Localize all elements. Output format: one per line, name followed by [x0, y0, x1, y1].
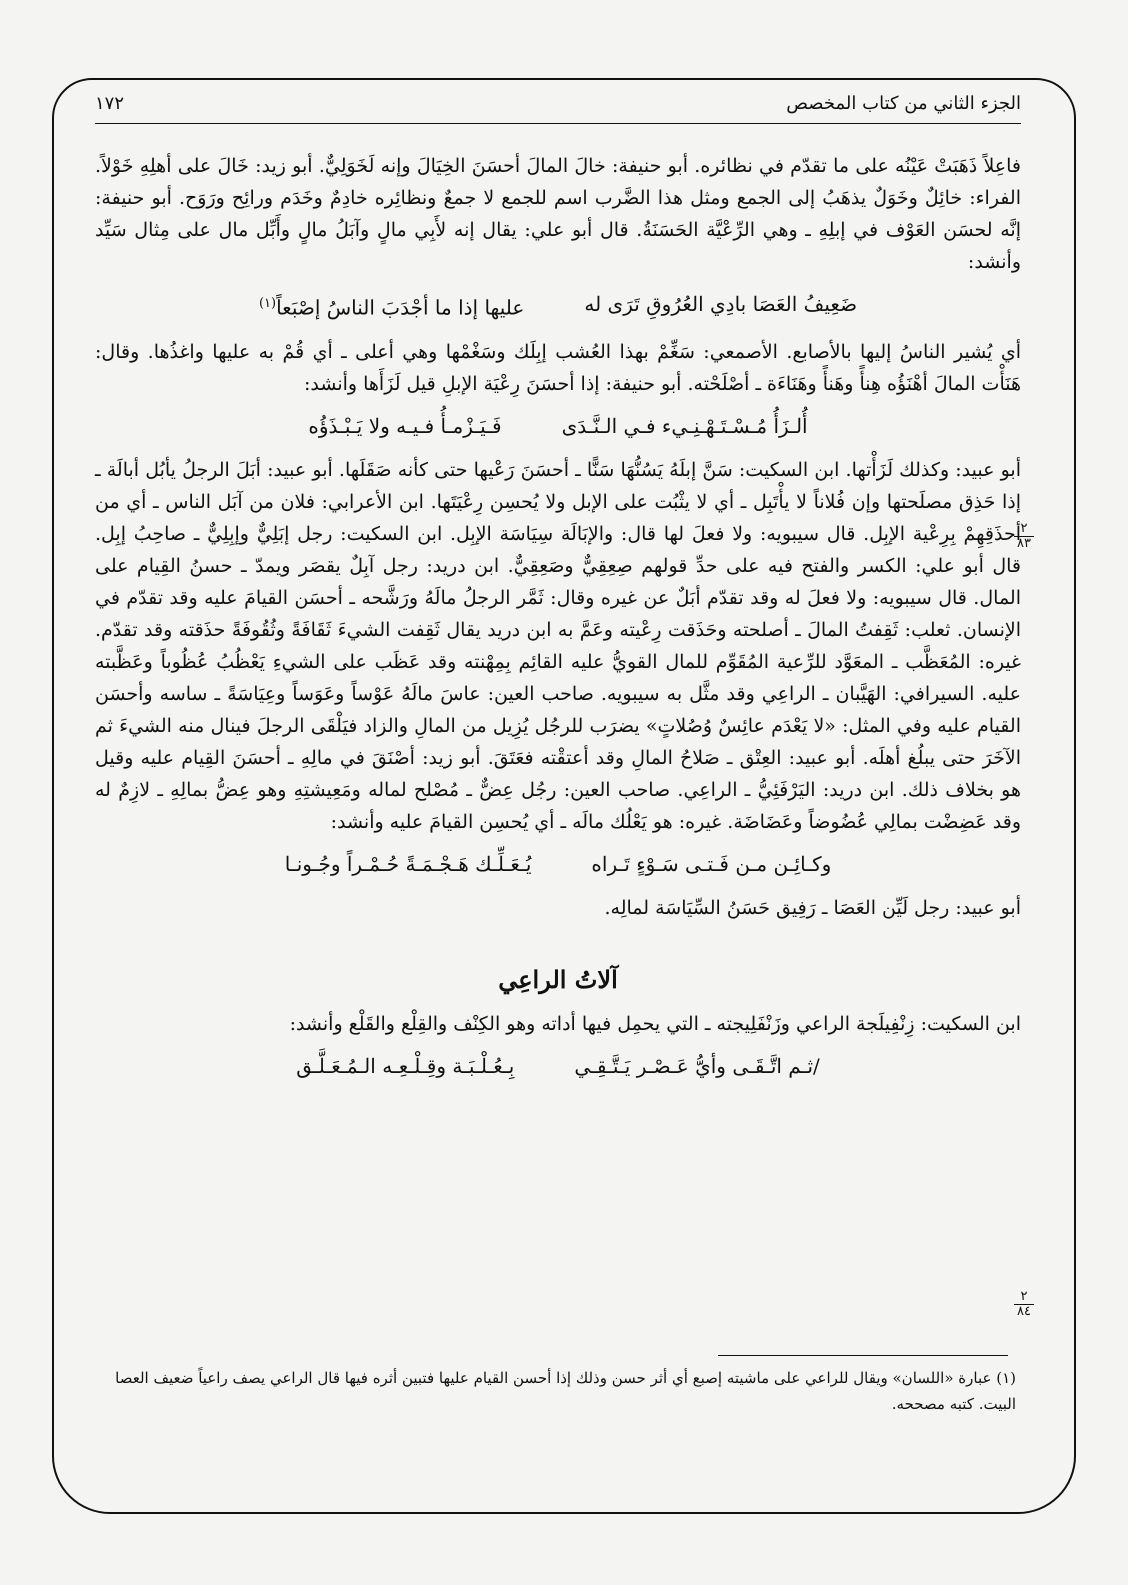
paragraph-5: ابن السكيت: زِنْفِيلَجة الراعي وزَنْفَلِيجته ـ التي يحمِل فيها أداته وهو الكِنْف والقِلْع والقَلْع وأنشد:	[289, 1012, 1021, 1035]
verse-3-second-hemistich: يُـعَـلِّـك هَـجْـمَـةً حُـمْـراً وجُـونـا	[284, 851, 532, 876]
header-title: الجزء الثاني من كتاب المخصص	[786, 92, 1021, 114]
margin-marker-83	[1014, 522, 1034, 551]
main-text	[95, 150, 1021, 1094]
verse-1	[95, 288, 1021, 324]
verse-2	[95, 410, 1021, 442]
verse-1-first-hemistich: ضَعِيفُ العَصَا بادِي العُرُوقِ تَرَى له	[584, 292, 858, 316]
footnote-separator	[718, 1355, 1008, 1356]
margin-marker-83-page: ٨٣	[1017, 536, 1031, 551]
verse-2-second-hemistich: فَـيَـزْمـأُ فـيـه ولا يَـبْـذَؤُه	[308, 413, 502, 438]
margin-marker-83-part: ٢	[1014, 522, 1034, 537]
margin-marker-84-part: ٢	[1014, 1290, 1034, 1305]
paragraph-2: أي يُشير الناسُ إليها بالأصابع. الأصمعي: سَغِّمْ بهذا العُشب إبِلَك وسَغْمْها وهي أعلى ـ أي قُمْ به عليها واغذُها. وقال: هَنَأْت المالَ أهْنَؤُه هِنأً وهَنأً وهَنَاءَة ـ أصْلَحْته. أبو حنيفة: إذا أحسَنَ رِعْيَة الإبلِ قيل لَزَأَها وأنشد:	[95, 340, 1021, 395]
verse-1-second-hemistich-group	[259, 288, 524, 324]
paragraph-4: أبو عبيد: رجل لَيِّن العَصَا ـ رَفِيق حَسَنُ السِّيَاسَة لمالِه.	[604, 896, 1021, 919]
margin-marker-84-page: ٨٤	[1017, 1304, 1031, 1319]
verse-4	[95, 1050, 1021, 1082]
verse-2-first-hemistich: أُلـزَأُ مُـسْـتَـهْـنِـيء فـي الـنَّـدَى	[561, 413, 808, 438]
page-number: ١٧٢	[95, 92, 125, 114]
paragraph-3: أبو عبيد: وكذلك لَزَأْتها. ابن السكيت: سَنَّ إبلَهُ يَسُنُّهَا سَنًّا ـ أحسَنَ رَعْيها حتى كأنه صَقَلَها. أبو عبيد: أبَلَ الرجلُ يأبُل أبالَة ـ إذا حَذِق مصلَحتها وإن فُلاناً لا يأْتَبِل ـ أي لا يثْبُت على الإبل ولا يُحسِن رِعْيَتَها. ابن الأعرابي: فلان من آبَل الناس ـ أي من أحذَقِهِمْ بِرِعْية الإبِل. قال سيبويه: ولا فعلَ لها قال: والإبَالَة سِيَاسَة الإبِل. ابن السكيت: رجل إبَلِيٌّ وإبِلِيٌّ ـ صاحِبُ إبِل. قال أبو علي: الكسر والفتح فيه على حدِّ قولهم صِعِقِيٌّ وصَعِقِيٌّ. ابن دريد: رجل آبِلٌ يقصَر ويمدّ ـ حسنُ القِيام على المال. قال سيبويه: ولا فعلَ له وقد تقدّم أبَلٌ عن غيره وقال: ثَمَّر الرجلُ مالَهُ ورَشَّحه ـ أحسَن القيامَ عليه وقد تقدّم في الإنسان. ثعلب: ثَقِفتُ المالَ ـ أصلحته وحَذَقت رِعْيته وعَمَّ به ابن دريد يقال ثَقِفت الشيءَ ثَقَافَةً وثُقُوفَةً حذَقته وقد تقدّم. غيره: المُعَظَّب ـ المعَوَّد للرِّعية المُقَوِّم للمال القويُّ عليه القائِم بِمِهْنته وقد عَظَب على الشيءِ يَعْظُبُ عُظُوباً وعَظَّبته عليه. السيرافي: الهَيَّبان ـ الراعِي وقد مثَّل به سيبويه. صاحب العين: عاسَ مالَهُ عَوْساً وعَوَساً وعِيَاسَةً ـ ساسه وأحسَن القيام عليه وفي المثل: «لا يَعْدَم عائِسٌ وُصُلاتٍ» يضرَب للرجُل يُزِيل من المالِ والزاد فيَلْقَى الرجلَ فينال منه الشيءَ ثم الآخَرَ حتى يبلُغ أهلَه. أبو عبيد: العِتْق ـ صَلاحُ المالِ وقد أعتقْته فعَتَقَ. أبو زيد: أصْنَقَ في مالِهِ ـ أحسَنَ القِيام عليه وقيل هو بخلاف ذلك. ابن دريد: اليَرْفَئِيُّ ـ الراعِي. صاحب العين: رجُل عِضٌّ ـ مُصْلح لماله ومَعِيشتِهِ وهو عِضُّ بمالِهِ ـ لازِمٌ له وقد عَضِضْت بمالِي عُضُوضاً وعَضَاضَة. غيره: هو يَعْلُك مالَه ـ أي يُحسِن القيامَ عليه وأنشد:	[95, 458, 1021, 833]
verse-4-first-hemistich: /ثـم اتَّـقَـى وأيُّ عَـصْـر يَـتَّـقِـي	[574, 1053, 820, 1078]
verse-3-first-hemistich: وكـائِـن مـن فَـتـى سَـوْءٍ تَـراه	[591, 851, 832, 876]
section-title: آلاتُ الراعِي	[498, 964, 618, 994]
verse-3	[95, 848, 1021, 880]
footnote: (١) عبارة «اللسان» ويقال للراعي على ماشيته إصبع أي أثر حسن وذلك إذا أحسن القيام عليها فتبين أثره فيها قال الراعي يصف راعياً ضعيف العصا البيت. كتبه مصححه.	[115, 1369, 1016, 1413]
verse-1-second-hemistich: عليها إذا ما أجْدَبَ الناسُ إصْبَعاً	[276, 295, 525, 320]
paragraph-1: فاعِلاً ذَهَبَتْ عَيْنُه على ما تقدّم في نظائره. أبو حنيفة: خالَ المالَ أحسَنَ الخِيَالَ وإنه لَخَوَلِيٌّ. أبو زيد: خَالَ على أهلِهِ خَوْلاً. الفراء: خائِلٌ وخَوَلٌ يذهَبُ إلى الجمع ومثل هذا الضَّرب اسم للجمع لا جمعٌ ونظائِره خادِمٌ وخَدَم ورائِح ورَوَح. أبو حنيفة: إنَّه لحسَن العَوْف في إبلِهِ ـ وهي الرِّعْيَّة الحَسَنَةُ. قال أبو علي: يقال إنه لأَبِي مالٍ وآبَلُ مالٍ وأَبِّل مال على مِثال سَيِّد وأنشد:	[95, 155, 1021, 273]
page-header	[95, 88, 1021, 124]
margin-marker-84	[1014, 1290, 1034, 1319]
verse-4-second-hemistich: بِـعُـلْـبَـة وقِـلْـعِـه الـمُـعَـلَّـق	[296, 1053, 515, 1078]
footnote-reference: (١)	[258, 296, 277, 311]
